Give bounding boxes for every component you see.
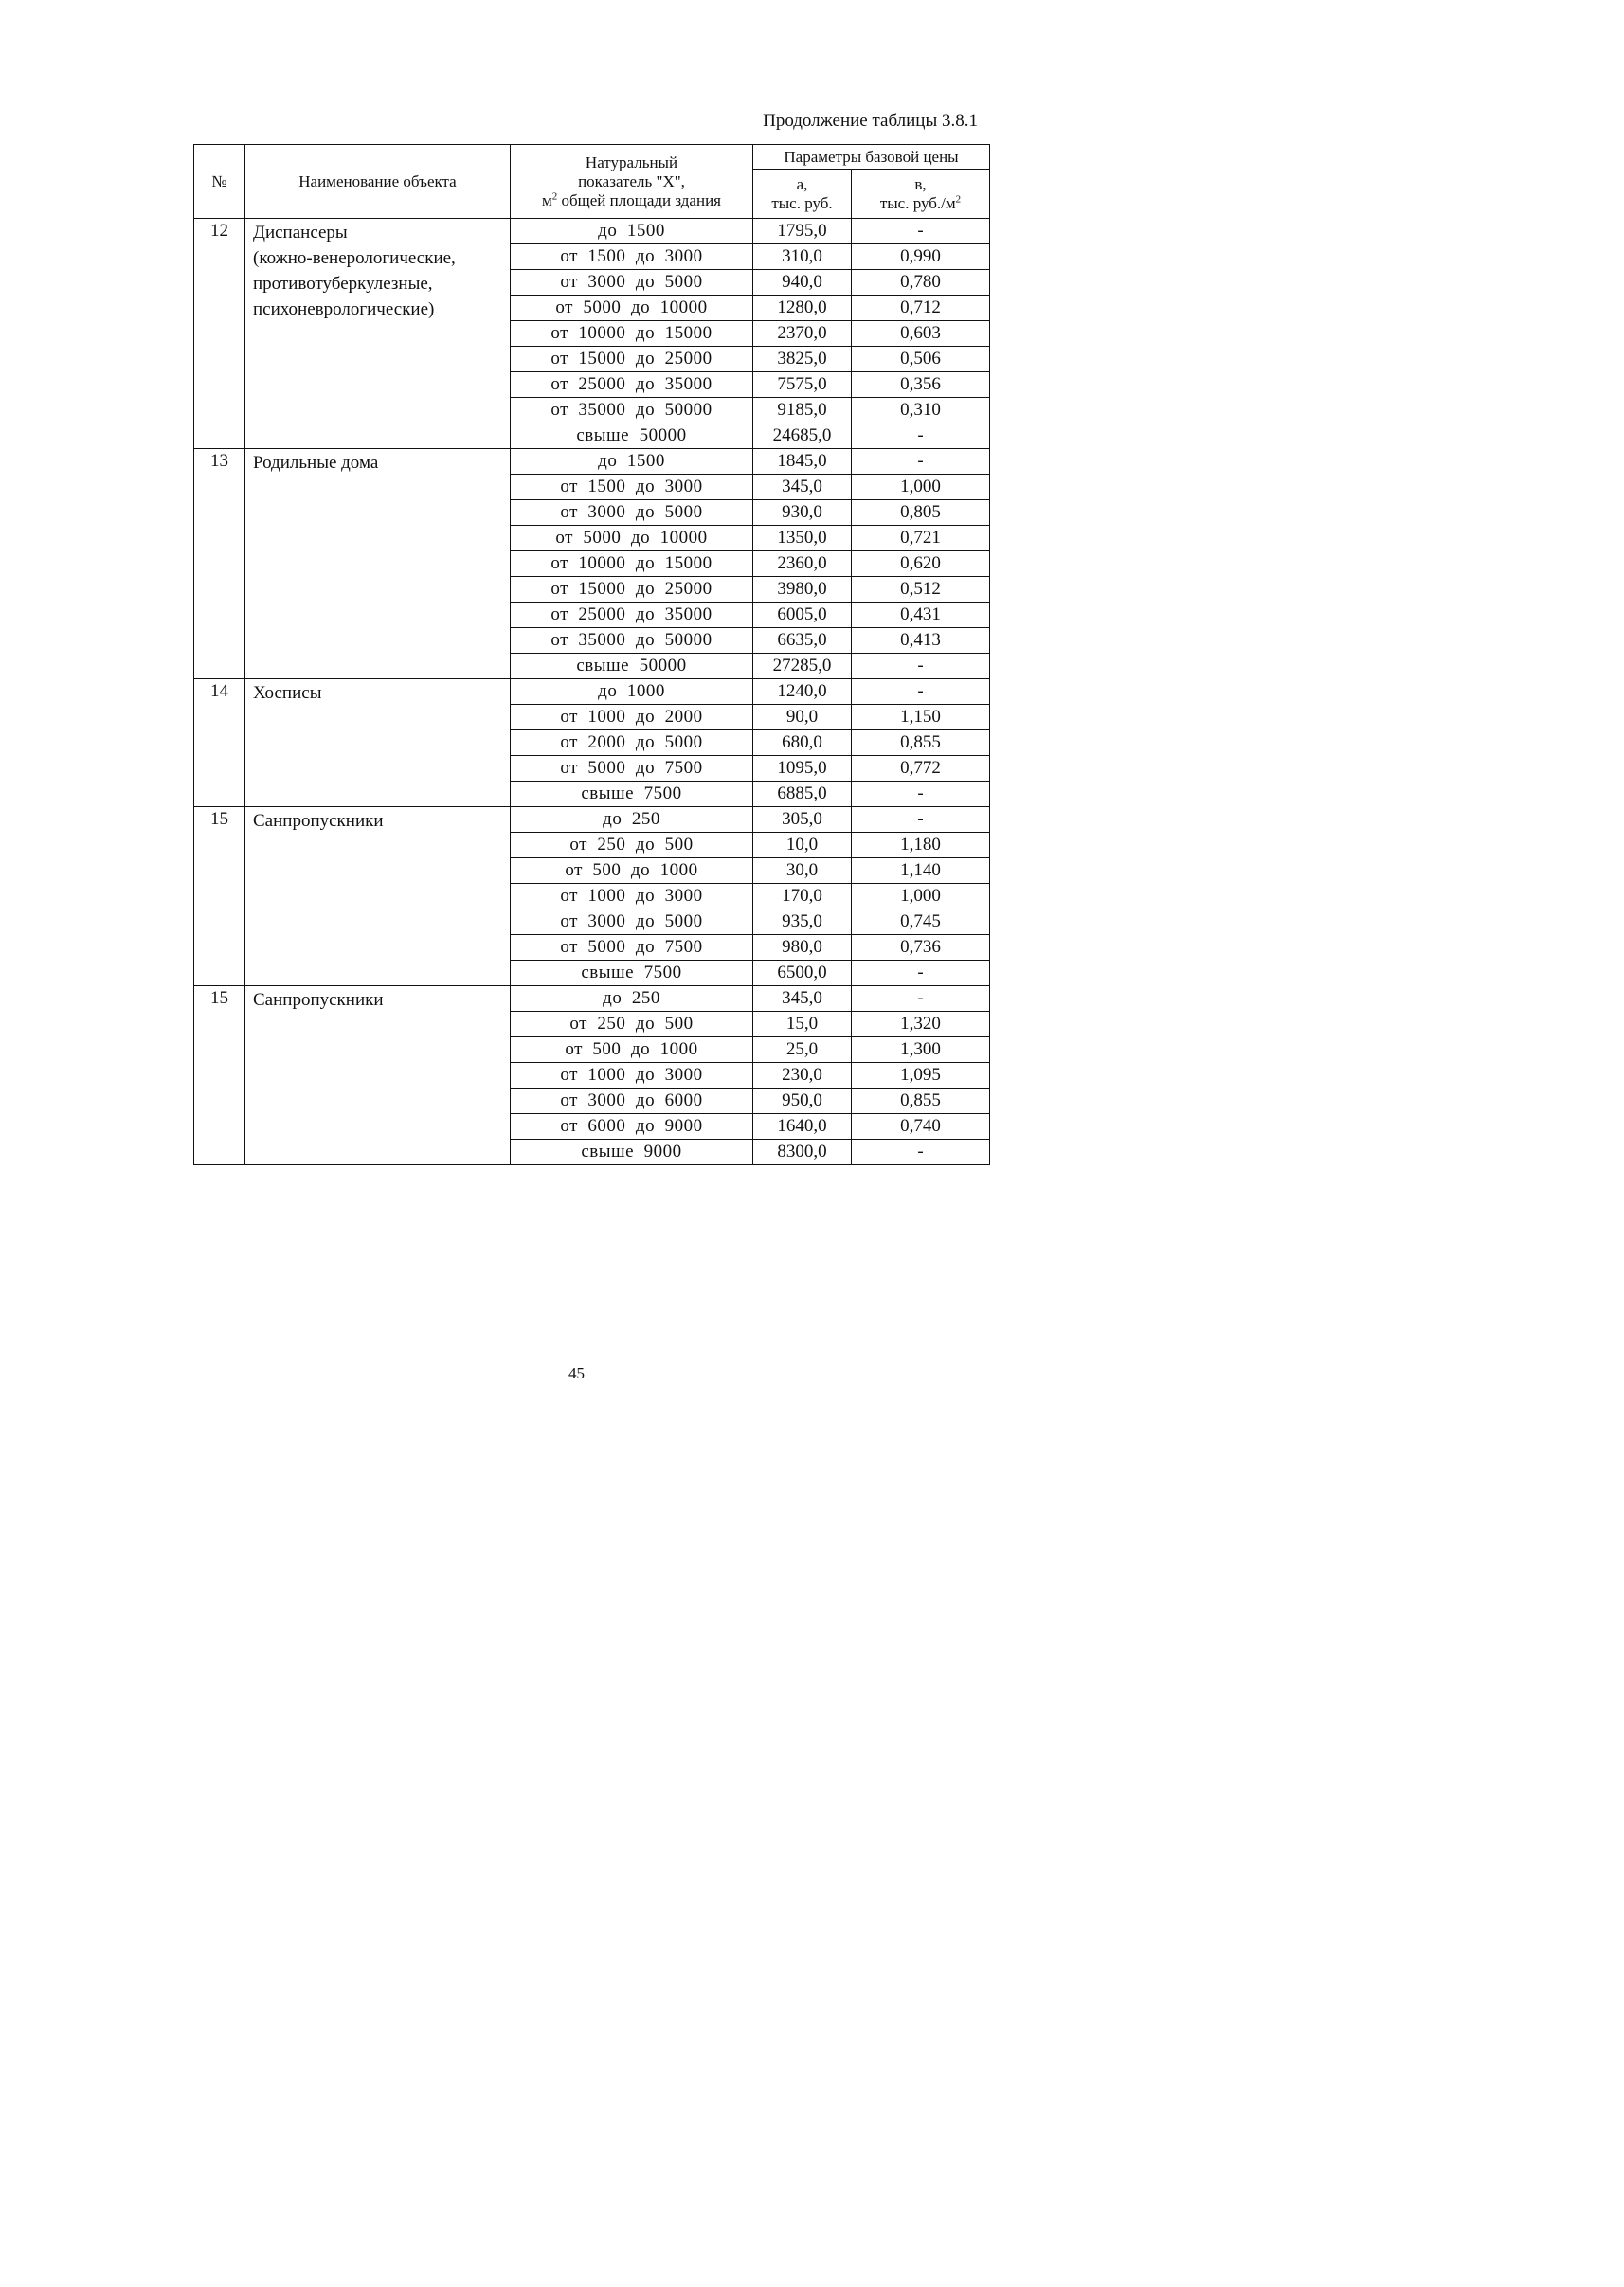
- header-b-line1: в,: [914, 174, 927, 193]
- param-b: 1,000: [852, 475, 990, 500]
- param-a: 7575,0: [753, 372, 852, 398]
- area-range: от 2000 до 5000: [511, 730, 753, 756]
- area-range: до 1500: [511, 219, 753, 244]
- param-b: 1,140: [852, 858, 990, 884]
- param-a: 345,0: [753, 475, 852, 500]
- area-range: от 5000 до 10000: [511, 296, 753, 321]
- area-range: от 3000 до 5000: [511, 500, 753, 526]
- area-range: от 6000 до 9000: [511, 1114, 753, 1140]
- param-a: 25,0: [753, 1037, 852, 1063]
- header-name: Наименование объекта: [245, 145, 511, 219]
- area-range: от 3000 до 5000: [511, 909, 753, 935]
- object-number: 15: [194, 986, 245, 1165]
- price-table: [193, 144, 990, 1165]
- param-a: 6500,0: [753, 961, 852, 986]
- area-range: от 15000 до 25000: [511, 347, 753, 372]
- param-a: 3980,0: [753, 577, 852, 603]
- param-a: 90,0: [753, 705, 852, 730]
- header-a: [753, 170, 852, 219]
- area-range: до 250: [511, 986, 753, 1012]
- param-b: 0,855: [852, 1089, 990, 1114]
- param-b: -: [852, 449, 990, 475]
- object-name: [245, 449, 511, 679]
- param-b: 0,356: [852, 372, 990, 398]
- area-range: от 5000 до 10000: [511, 526, 753, 551]
- param-b: -: [852, 219, 990, 244]
- param-a: 930,0: [753, 500, 852, 526]
- param-a: 935,0: [753, 909, 852, 935]
- header-indicator-line1: Натуральный: [585, 153, 678, 171]
- table-row: [194, 807, 990, 833]
- area-range: от 35000 до 50000: [511, 628, 753, 654]
- area-range: от 1000 до 3000: [511, 884, 753, 909]
- param-b: 1,180: [852, 833, 990, 858]
- param-b: -: [852, 961, 990, 986]
- param-a: 345,0: [753, 986, 852, 1012]
- header-b: [852, 170, 990, 219]
- object-number: 13: [194, 449, 245, 679]
- param-a: 3825,0: [753, 347, 852, 372]
- param-a: 2360,0: [753, 551, 852, 577]
- area-range: от 1500 до 3000: [511, 244, 753, 270]
- param-b: 0,736: [852, 935, 990, 961]
- table-row: [194, 219, 990, 244]
- object-name-line: Диспансеры: [253, 223, 348, 243]
- param-b: -: [852, 679, 990, 705]
- param-a: 1095,0: [753, 756, 852, 782]
- param-a: 305,0: [753, 807, 852, 833]
- area-range: от 10000 до 15000: [511, 321, 753, 347]
- param-a: 680,0: [753, 730, 852, 756]
- param-a: 6005,0: [753, 603, 852, 628]
- param-b: -: [852, 654, 990, 679]
- header-indicator-unit: м: [542, 190, 552, 209]
- param-a: 10,0: [753, 833, 852, 858]
- param-b: 0,780: [852, 270, 990, 296]
- param-b: -: [852, 986, 990, 1012]
- param-b: 0,620: [852, 551, 990, 577]
- param-a: 15,0: [753, 1012, 852, 1037]
- object-name-line: Санпропускники: [253, 811, 384, 831]
- area-range: свыше 50000: [511, 654, 753, 679]
- header-b-line2: [852, 194, 989, 213]
- param-b: -: [852, 807, 990, 833]
- object-name-line: психоневрологические): [253, 299, 435, 319]
- area-range: до 250: [511, 807, 753, 833]
- area-range: от 10000 до 15000: [511, 551, 753, 577]
- table-header: [194, 145, 990, 219]
- header-indicator-line3: [511, 191, 752, 210]
- area-range: от 250 до 500: [511, 833, 753, 858]
- header-indicator: [511, 145, 753, 219]
- param-a: 24685,0: [753, 423, 852, 449]
- area-range: от 1000 до 2000: [511, 705, 753, 730]
- param-b: 0,512: [852, 577, 990, 603]
- object-name-line: Родильные дома: [253, 453, 379, 473]
- area-range: от 3000 до 5000: [511, 270, 753, 296]
- table-row: [194, 679, 990, 705]
- param-b: 0,772: [852, 756, 990, 782]
- param-a: 1240,0: [753, 679, 852, 705]
- param-a: 980,0: [753, 935, 852, 961]
- area-range: от 15000 до 25000: [511, 577, 753, 603]
- param-b: 1,320: [852, 1012, 990, 1037]
- area-range: от 25000 до 35000: [511, 372, 753, 398]
- object-number: 15: [194, 807, 245, 986]
- param-b: 0,990: [852, 244, 990, 270]
- param-a: 6635,0: [753, 628, 852, 654]
- area-range: от 500 до 1000: [511, 858, 753, 884]
- table-row: [194, 986, 990, 1012]
- param-a: 230,0: [753, 1063, 852, 1089]
- param-b: 0,603: [852, 321, 990, 347]
- object-name-line: Санпропускники: [253, 990, 384, 1010]
- param-a: 9185,0: [753, 398, 852, 423]
- area-range: от 1000 до 3000: [511, 1063, 753, 1089]
- param-a: 2370,0: [753, 321, 852, 347]
- area-range: свыше 7500: [511, 782, 753, 807]
- param-b: 1,150: [852, 705, 990, 730]
- area-range: от 5000 до 7500: [511, 756, 753, 782]
- param-a: 27285,0: [753, 654, 852, 679]
- param-a: 950,0: [753, 1089, 852, 1114]
- area-range: от 35000 до 50000: [511, 398, 753, 423]
- area-range: до 1500: [511, 449, 753, 475]
- param-b: 0,855: [852, 730, 990, 756]
- area-range: от 500 до 1000: [511, 1037, 753, 1063]
- header-indicator-sup: 2: [551, 189, 558, 202]
- object-name: [245, 219, 511, 449]
- param-b: 0,721: [852, 526, 990, 551]
- param-b: 1,000: [852, 884, 990, 909]
- header-a-line2: тыс. руб.: [771, 193, 833, 212]
- param-b: 0,745: [852, 909, 990, 935]
- param-a: 6885,0: [753, 782, 852, 807]
- param-b: 0,506: [852, 347, 990, 372]
- area-range: до 1000: [511, 679, 753, 705]
- param-a: 8300,0: [753, 1140, 852, 1165]
- area-range: свыше 50000: [511, 423, 753, 449]
- header-a-line1: а,: [796, 174, 808, 193]
- param-a: 1845,0: [753, 449, 852, 475]
- table-row: [194, 449, 990, 475]
- param-a: 170,0: [753, 884, 852, 909]
- object-name-line: противотуберкулезные,: [253, 274, 433, 294]
- param-b: 0,413: [852, 628, 990, 654]
- object-name-line: Хосписы: [253, 683, 322, 703]
- object-number: 14: [194, 679, 245, 807]
- object-name: [245, 679, 511, 807]
- header-num: №: [194, 145, 245, 219]
- param-a: 30,0: [753, 858, 852, 884]
- param-a: 940,0: [753, 270, 852, 296]
- param-b: 1,095: [852, 1063, 990, 1089]
- param-b: -: [852, 423, 990, 449]
- table-caption: Продолжение таблицы 3.8.1: [763, 111, 978, 131]
- param-b: -: [852, 782, 990, 807]
- object-name: [245, 807, 511, 986]
- area-range: свыше 7500: [511, 961, 753, 986]
- area-range: от 5000 до 7500: [511, 935, 753, 961]
- param-a: 1640,0: [753, 1114, 852, 1140]
- param-b: -: [852, 1140, 990, 1165]
- header-b-sup: 2: [955, 192, 962, 205]
- area-range: от 25000 до 35000: [511, 603, 753, 628]
- header-params: Параметры базовой цены: [753, 145, 990, 170]
- param-b: 1,300: [852, 1037, 990, 1063]
- param-b: 0,310: [852, 398, 990, 423]
- header-indicator-line2: показатель "X",: [578, 171, 685, 190]
- table-body: [194, 219, 990, 1165]
- param-a: 1350,0: [753, 526, 852, 551]
- param-b: 0,431: [852, 603, 990, 628]
- param-a: 310,0: [753, 244, 852, 270]
- param-b: 0,712: [852, 296, 990, 321]
- object-name: [245, 986, 511, 1165]
- page-number: 45: [568, 1364, 585, 1382]
- param-a: 1795,0: [753, 219, 852, 244]
- area-range: свыше 9000: [511, 1140, 753, 1165]
- header-indicator-text: общей площади здания: [561, 190, 721, 209]
- param-b: 0,740: [852, 1114, 990, 1140]
- param-a: 1280,0: [753, 296, 852, 321]
- param-b: 0,805: [852, 500, 990, 526]
- area-range: от 3000 до 6000: [511, 1089, 753, 1114]
- area-range: от 1500 до 3000: [511, 475, 753, 500]
- object-number: 12: [194, 219, 245, 449]
- object-name-line: (кожно-венерологические,: [253, 248, 456, 268]
- header-b-unit: тыс. руб./м: [879, 193, 956, 212]
- area-range: от 250 до 500: [511, 1012, 753, 1037]
